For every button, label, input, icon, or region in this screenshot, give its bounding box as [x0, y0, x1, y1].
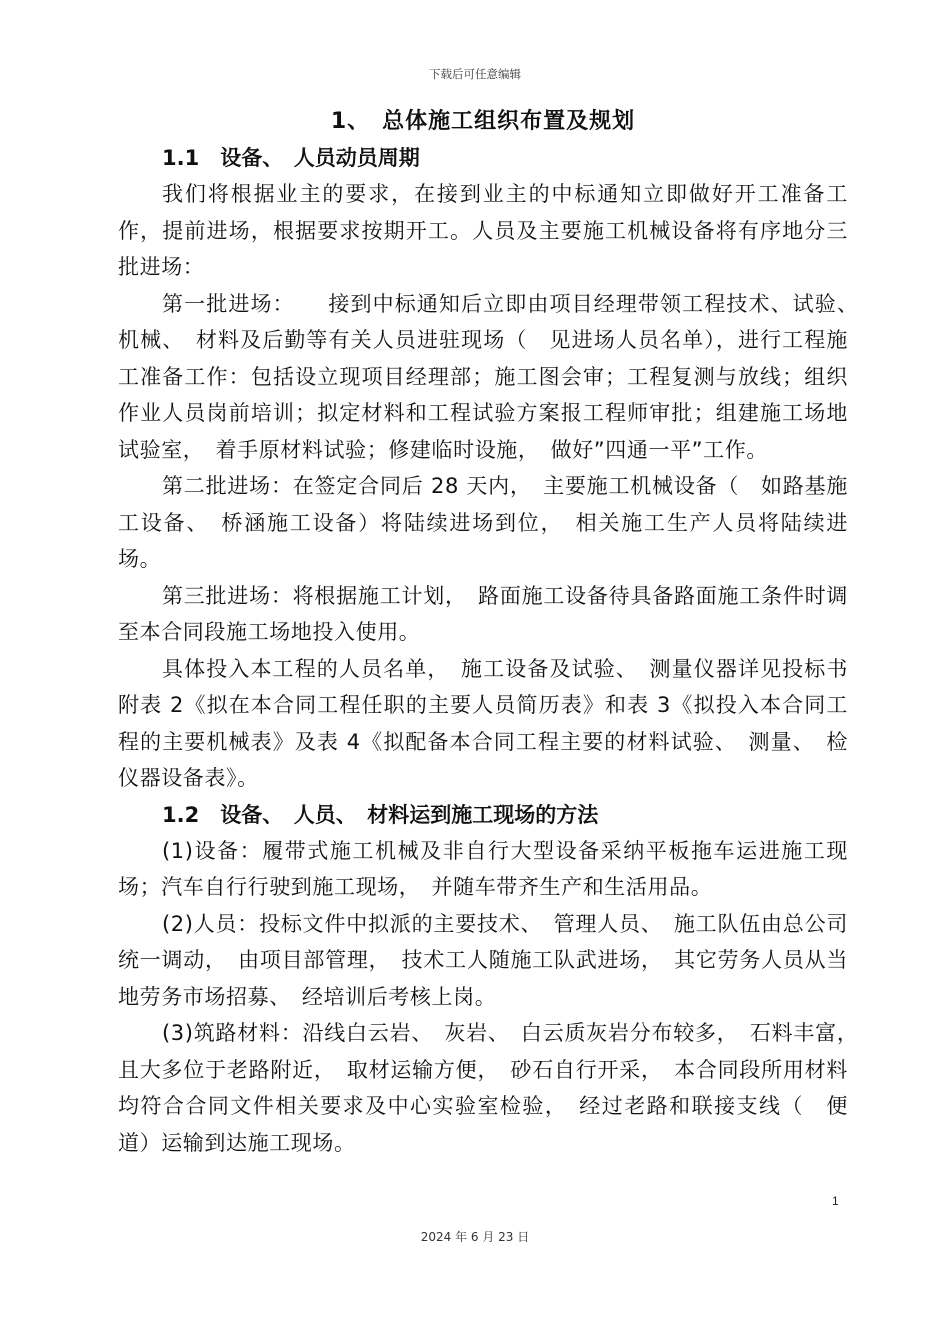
document-title: 1、 总体施工组织布置及规划 — [330, 109, 636, 134]
section-heading-1-2: 1.2 设备、 人员、 材料运到施工现场的方法 — [162, 802, 599, 827]
paragraph-batch-2: 第二批进场：在签定合同后 28 天内， 主要施工机械设备（ 如路基施工设备、 桥涵施工设备）将陆续进场到位， 相关施工生产人员将陆续进场。 — [118, 474, 848, 571]
document-body — [118, 104, 870, 1161]
paragraph-personnel: (2)人员：投标文件中拟派的主要技术、 管理人员、 施工队伍由总公司统一调动， 由项目部管理， 技术工人随施工队武进场， 其它劳务人员从当地劳务市场招募、 经培训后考核上岗。 — [118, 911, 848, 1009]
paragraph-intro: 我们将根据业主的要求，在接到业主的中标通知立即做好开工准备工作，提前进场，根据要求按期开工。人员及主要施工机械设备将有序地分三批进场： — [118, 182, 848, 279]
paragraph-batch-3: 第三批进场：将根据施工计划， 路面施工设备待具备路面施工条件时调至本合同段施工场地投入使用。 — [118, 583, 848, 644]
page-number: 1 — [832, 1194, 839, 1208]
paragraph-materials: (3)筑路材料：沿线白云岩、 灰岩、 白云质灰岩分布较多， 石料丰富， 且大多位于老路附近， 取材运输方便， 砂石自行开采， 本合同段所用材料均符合合同文件相关要求及中心实验室检验， 经过老路和联接支线（ 便道）运输到达施工现场。 — [118, 1021, 870, 1155]
paragraph-details: 具体投入本工程的人员名单， 施工设备及试验、 测量仪器详见投标书附表 2《拟在本合同工程任职的主要人员简历表》和表 3《拟投入本合同工程的主要机械表》及表 4《拟配备本合同工程主要的材料试验、 测量、 检仪器设备表》。 — [118, 656, 848, 790]
footer-date: 2024 年 6 月 23 日 — [420, 1230, 530, 1244]
header-note: 下载后可任意编辑 — [429, 67, 521, 81]
section-heading-1-1: 1.1 设备、 人员动员周期 — [162, 146, 420, 170]
paragraph-batch-1: 第一批进场： 接到中标通知后立即由项目经理带领工程技术、试验、 机械、 材料及后勤等有关人员进驻现场（ 见进场人员名单），进行工程施工准备工作：包括设立现项目经理部；施工图会审；工程复测与放线；组织作业人员岗前培训；拟定材料和工程试验方案报工程师审批；组建施工场地试验室， 着手原材料试验；修建临时设施， 做好”四通一平”工作。 — [118, 291, 870, 462]
paragraph-equipment: (1)设备：履带式施工机械及非自行大型设备采纳平板拖车运进施工现场；汽车自行行驶到施工现场， 并随车带齐生产和生活用品。 — [118, 838, 848, 899]
